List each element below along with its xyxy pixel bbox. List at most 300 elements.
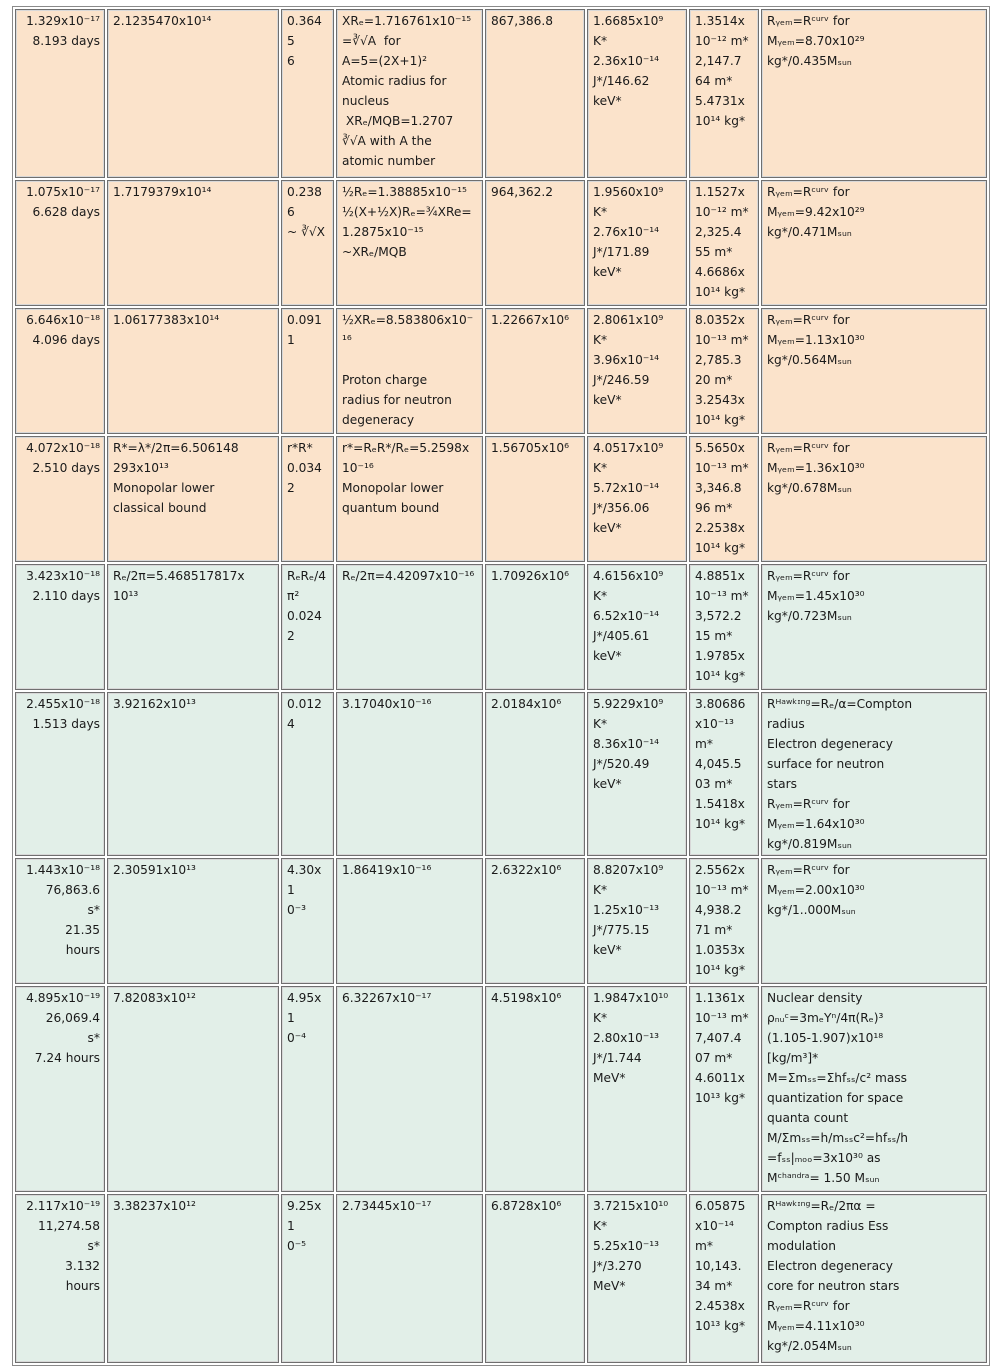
cell-text-line: Mᵧₑₘ=2.00x10³⁰ [767, 883, 865, 897]
table-cell [761, 858, 987, 984]
table-cell [336, 986, 483, 1192]
table-cell [761, 564, 987, 690]
cell-text-line: J*/405.61 [593, 629, 650, 643]
cell-text-line: Rᵧₑₘ=Rᶜᵘʳᵛ for [767, 569, 850, 583]
table-cell [587, 858, 687, 984]
cell-text-line: Mᵧₑₘ=1.64x10³⁰ [767, 817, 865, 831]
table-cell [689, 308, 759, 434]
table-cell [761, 692, 987, 856]
cell-text-line: 2.0184x10⁶ [491, 697, 562, 711]
cell-text-line: 96 m* [695, 501, 733, 515]
cell-text-line: K* [593, 717, 608, 731]
table-cell [587, 308, 687, 434]
cell-text-line: 10¹³ [113, 589, 139, 603]
cell-text-line: 1.1361x [695, 991, 745, 1005]
cell-text-line: 3.17040x10⁻¹⁶ [342, 697, 432, 711]
cell-text-line: K* [593, 461, 608, 475]
cell-text-line: M/Σmₛₛ=h/mₛₛc²=hfₛₛ/h [767, 1131, 909, 1145]
table-cell [689, 436, 759, 562]
cell-text-line: RₑRₑ/4 [287, 569, 326, 583]
cell-text-line: 8.0352x [695, 313, 745, 327]
cell-text-line: A=5=(2X+1)² [342, 54, 427, 68]
table-cell [485, 858, 585, 984]
table-row [15, 436, 987, 562]
cell-text-line: K* [593, 34, 608, 48]
cell-text-line: hours [65, 943, 100, 957]
cell-text-line: 10⁻¹³ m* [695, 883, 749, 897]
cell-text-line: Atomic radius for [342, 74, 447, 88]
cell-text-line: π² [287, 589, 300, 603]
cell-text-line: Electron degeneracy [767, 1259, 893, 1273]
cell-text-line: 10¹⁴ kg* [695, 669, 746, 683]
cell-text-line: 8.8207x10⁹ [593, 863, 664, 877]
table-cell [689, 692, 759, 856]
table-cell [587, 986, 687, 1192]
cell-text-line: s* [87, 1031, 100, 1045]
table-cell [761, 1194, 987, 1363]
table-cell [15, 436, 105, 562]
cell-text-line: kg*/0.435Mₛᵤₙ [767, 54, 852, 68]
table-cell [107, 1194, 279, 1363]
cell-text-line: 1.329x10⁻¹⁷ [26, 14, 100, 28]
cell-text-line: 20 m* [695, 373, 733, 387]
cell-text-line: M=Σmₛₛ=Σhfₛₛ/c² mass [767, 1071, 908, 1085]
cell-text-line: 10¹³ kg* [695, 1091, 746, 1105]
cell-text-line: 71 m* [695, 923, 733, 937]
cell-text-line: K* [593, 1011, 608, 1025]
cell-text-line: 1.70926x10⁶ [491, 569, 570, 583]
cell-text-line: 76,863.6 [45, 883, 100, 897]
cell-text-line: J*/356.06 [593, 501, 650, 515]
cell-text-line: 2.36x10⁻¹⁴ [593, 54, 660, 68]
table-cell [336, 436, 483, 562]
cell-text-line: 1.9560x10⁹ [593, 185, 664, 199]
cell-text-line: 3.423x10⁻¹⁸ [26, 569, 100, 583]
cell-text-line: 64 m* [695, 74, 733, 88]
cell-text-line: Rᴴᵃʷᵏᶦⁿᵍ=Rₑ/2πα = [767, 1199, 876, 1213]
cell-text-line: Mᵧₑₘ=1.36x10³⁰ [767, 461, 865, 475]
cell-text-line: 3.92162x10¹³ [113, 697, 196, 711]
table-row [15, 692, 987, 856]
cell-text-line: 26,069.4 [45, 1011, 100, 1025]
cell-text-line: Rᵧₑₘ=Rᶜᵘʳᵛ for [767, 313, 850, 327]
table-cell [485, 986, 585, 1192]
cell-text-line: 2.510 days [32, 461, 100, 475]
cell-text-line: 10⁻¹² m* [695, 34, 749, 48]
cell-text-line: 7,407.4 [695, 1031, 742, 1045]
cell-text-line: 0⁻³ [287, 903, 307, 917]
table-cell [485, 308, 585, 434]
table-cell [15, 180, 105, 306]
cell-text-line: 2,325.4 [695, 225, 742, 239]
cell-text-line: 2.8061x10⁹ [593, 313, 664, 327]
table-cell [15, 564, 105, 690]
cell-text-line: kg*/0.819Mₛᵤₙ [767, 837, 852, 851]
cell-text-line: 11,274.58 [37, 1219, 100, 1233]
cell-text-line: Mᵧₑₘ=9.42x10²⁹ [767, 205, 865, 219]
cell-text-line: Rᵧₑₘ=Rᶜᵘʳᵛ for [767, 14, 850, 28]
cell-text-line: Rᵧₑₘ=Rᶜᵘʳᵛ for [767, 1299, 850, 1313]
cell-text-line: ½(X+½X)Rₑ=¾XRe= [342, 205, 472, 219]
cell-text-line: 6.628 days [32, 205, 100, 219]
cell-text-line: [kg/m³]* [767, 1051, 819, 1065]
cell-text-line: K* [593, 1219, 608, 1233]
table-cell [485, 180, 585, 306]
cell-text-line: K* [593, 883, 608, 897]
cell-text-line: ∛√A with A the [342, 134, 432, 148]
cell-text-line: 1.1527x [695, 185, 745, 199]
table-cell [336, 692, 483, 856]
cell-text-line: 0.2386 [287, 185, 322, 219]
table-cell [485, 692, 585, 856]
cell-text-line: K* [593, 205, 608, 219]
cell-text-line: 10¹³ kg* [695, 1319, 746, 1333]
cell-text-line: ~XRₑ/MQB [342, 245, 407, 259]
cell-text-line: 6.8728x10⁶ [491, 1199, 562, 1213]
cell-text-line: kg*/1..000Mₛᵤₙ [767, 903, 856, 917]
cell-text-line: (1.105-1.907)x10¹⁸ [767, 1031, 884, 1045]
cell-text-line: 3.132 [65, 1259, 100, 1273]
table-row [15, 1194, 987, 1363]
table-cell [281, 9, 334, 178]
cell-text-line: 4.30x1 [287, 863, 322, 897]
cell-text-line: Compton radius Ess [767, 1219, 889, 1233]
cell-text-line: quantum bound [342, 501, 440, 515]
table-cell [336, 1194, 483, 1363]
cell-text-line: 5.9229x10⁹ [593, 697, 664, 711]
cell-text-line: Rᵧₑₘ=Rᶜᵘʳᵛ for [767, 185, 850, 199]
table-cell [281, 436, 334, 562]
table-cell [689, 1194, 759, 1363]
cell-text-line: 1.075x10⁻¹⁷ [26, 185, 100, 199]
cell-text-line: J*/775.15 [593, 923, 650, 937]
cell-text-line: radius [767, 717, 805, 731]
table-cell [689, 564, 759, 690]
cell-text-line: Rᴴᵃʷᵏᶦⁿᵍ=Rₑ/α=Compton [767, 697, 913, 711]
table-cell [587, 9, 687, 178]
cell-text-line: 0.3645 [287, 14, 322, 48]
table-cell [689, 9, 759, 178]
cell-text-line: radius for neutron [342, 393, 452, 407]
table-body [15, 9, 987, 1363]
cell-text-line: XRₑ/MQB=1.2707 [342, 114, 454, 128]
cell-text-line: 5.4731x [695, 94, 745, 108]
cell-text-line: 1.3514x [695, 14, 745, 28]
table-cell [107, 180, 279, 306]
table-cell [281, 692, 334, 856]
cell-text-line: 1.22667x10⁶ [491, 313, 570, 327]
cell-text-line: XRₑ=1.716761x10⁻¹⁵ [342, 14, 472, 28]
cell-text-line: 1.9785x [695, 649, 745, 663]
cell-text-line: 1.0353x [695, 943, 745, 957]
cell-text-line: 4.6011x [695, 1071, 745, 1085]
cell-text-line: 5.5650x [695, 441, 745, 455]
cell-text-line: modulation [767, 1239, 836, 1253]
cell-text-line: r*R* [287, 441, 313, 455]
cell-text-line: keV* [593, 649, 622, 663]
cell-text-line: 2.80x10⁻¹³ [593, 1031, 660, 1045]
cell-text-line: J*/171.89 [593, 245, 650, 259]
cell-text-line: 4.895x10⁻¹⁹ [26, 991, 100, 1005]
cell-text-line: 0⁻⁴ [287, 1031, 307, 1045]
table-cell [107, 436, 279, 562]
table-cell [336, 180, 483, 306]
cell-text-line: K* [593, 589, 608, 603]
table-cell [587, 564, 687, 690]
cell-text-line: 10¹⁴ kg* [695, 817, 746, 831]
cell-text-line: 4,938.2 [695, 903, 742, 917]
cell-text-line: 3,346.8 [695, 481, 742, 495]
cell-text-line: 4.6156x10⁹ [593, 569, 664, 583]
cell-text-line: kg*/2.054Mₛᵤₙ [767, 1339, 852, 1353]
cell-text-line: 1.5418x [695, 797, 745, 811]
cell-text-line: =∛√A for [342, 34, 401, 48]
cell-text-line: ½XRₑ=8.583806x10⁻¹⁶ [342, 313, 474, 347]
cell-text-line: Mᶜʰᵃⁿᵈʳᵃ= 1.50 Mₛᵤₙ [767, 1171, 880, 1185]
cell-text-line: m* [695, 1239, 713, 1253]
table-row [15, 308, 987, 434]
cell-text-line: 10¹⁴ kg* [695, 285, 746, 299]
cell-text-line: degeneracy [342, 413, 415, 427]
cell-text-line: x10⁻¹⁴ [695, 1219, 734, 1233]
cell-text-line: keV* [593, 943, 622, 957]
cell-text-line: keV* [593, 393, 622, 407]
cell-text-line: Mᵧₑₘ=1.45x10³⁰ [767, 589, 865, 603]
cell-text-line: 4.6686x [695, 265, 745, 279]
cell-text-line: 1.56705x10⁶ [491, 441, 570, 455]
cell-text-line: 1.25x10⁻¹³ [593, 903, 660, 917]
cell-text-line: 10⁻¹⁶ [342, 461, 374, 475]
table-cell [689, 180, 759, 306]
cell-text-line: R*=λ*/2π=6.506148 [113, 441, 239, 455]
table-cell [15, 1194, 105, 1363]
table-row [15, 180, 987, 306]
cell-text-line: Nuclear density [767, 991, 863, 1005]
cell-text-line: 1.06177383x10¹⁴ [113, 313, 220, 327]
cell-text-line: 10⁻¹³ m* [695, 589, 749, 603]
cell-text-line: 6.32267x10⁻¹⁷ [342, 991, 432, 1005]
cell-text-line: 3,572.2 [695, 609, 742, 623]
cell-text-line: 10⁻¹³ m* [695, 461, 749, 475]
cell-text-line: s* [87, 1239, 100, 1253]
cell-text-line: 3.2543x [695, 393, 745, 407]
cell-text-line: 03 m* [695, 777, 733, 791]
cell-text-line: kg*/0.471Mₛᵤₙ [767, 225, 852, 239]
table-cell [281, 986, 334, 1192]
cell-text-line: 4.072x10⁻¹⁸ [26, 441, 100, 455]
cell-text-line: J*/520.49 [593, 757, 650, 771]
cell-text-line: 5.72x10⁻¹⁴ [593, 481, 660, 495]
table-cell [281, 1194, 334, 1363]
cell-text-line: 8.36x10⁻¹⁴ [593, 737, 660, 751]
cell-text-line: K* [593, 333, 608, 347]
cell-text-line: keV* [593, 521, 622, 535]
table-cell [281, 308, 334, 434]
table-row [15, 986, 987, 1192]
table-cell [689, 858, 759, 984]
cell-text-line: MeV* [593, 1279, 626, 1293]
table-cell [107, 9, 279, 178]
cell-text-line: J*/146.62 [593, 74, 650, 88]
cell-text-line: Monopolar lower [342, 481, 444, 495]
cell-text-line: 2.455x10⁻¹⁸ [26, 697, 100, 711]
cell-text-line: keV* [593, 94, 622, 108]
cell-text-line: nucleus [342, 94, 390, 108]
cell-text-line: 34 m* [695, 1279, 733, 1293]
table-cell [485, 436, 585, 562]
table-cell [281, 564, 334, 690]
cell-text-line: 2.30591x10¹³ [113, 863, 196, 877]
cell-text-line: 3.96x10⁻¹⁴ [593, 353, 660, 367]
table-cell [107, 308, 279, 434]
table-cell [761, 308, 987, 434]
table-cell [336, 9, 483, 178]
cell-text-line: 7.24 hours [34, 1051, 100, 1065]
cell-text-line: 0.0124 [287, 697, 322, 731]
cell-text-line: J*/3.270 [593, 1259, 642, 1273]
cell-text-line: 3.7215x10¹⁰ [593, 1199, 669, 1213]
table-cell [15, 858, 105, 984]
cell-text-line: Monopolar lower [113, 481, 215, 495]
cell-text-line: s* [87, 903, 100, 917]
cell-text-line: 0.0242 [287, 609, 322, 643]
cell-text-line: ½Rₑ=1.38885x10⁻¹⁵ [342, 185, 467, 199]
cell-text-line: 0.0911 [287, 313, 322, 347]
cell-text-line: Mᵧₑₘ=1.13x10³⁰ [767, 333, 865, 347]
cell-text-line: classical bound [113, 501, 207, 515]
cell-text-line: 1.9847x10¹⁰ [593, 991, 669, 1005]
cell-text-line: 10,143. [695, 1259, 742, 1273]
table-cell [15, 308, 105, 434]
cell-text-line: 2.1235470x10¹⁴ [113, 14, 212, 28]
cell-text-line: 10¹⁴ kg* [695, 541, 746, 555]
table-cell [107, 986, 279, 1192]
cell-text-line: r*=RₑR*/Rₑ=5.2598x [342, 441, 470, 455]
table-cell [485, 564, 585, 690]
data-table [12, 6, 990, 1366]
cell-text-line: =fₛₛ|ₘₒₒ=3x10³⁰ as [767, 1151, 881, 1165]
cell-text-line: Electron degeneracy [767, 737, 893, 751]
cell-text-line: 5.25x10⁻¹³ [593, 1239, 660, 1253]
cell-text-line: 293x10¹³ [113, 461, 169, 475]
cell-text-line: 15 m* [695, 629, 733, 643]
table-cell [107, 564, 279, 690]
cell-text-line: 2,147.7 [695, 54, 742, 68]
cell-text-line: ~ ∛√X [287, 225, 325, 239]
cell-text-line: 2.4538x [695, 1299, 745, 1313]
cell-text-line: 4.096 days [32, 333, 100, 347]
table-cell [761, 436, 987, 562]
table-cell [761, 986, 987, 1192]
table-row [15, 858, 987, 984]
cell-text-line: m* [695, 737, 713, 751]
cell-text-line: 1.443x10⁻¹⁸ [26, 863, 100, 877]
cell-text-line: 6.05875 [695, 1199, 746, 1213]
table-row [15, 564, 987, 690]
cell-text-line: keV* [593, 265, 622, 279]
table-cell [107, 692, 279, 856]
cell-text-line: 1.513 days [32, 717, 100, 731]
cell-text-line: 10⁻¹³ m* [695, 1011, 749, 1025]
cell-text-line: 1.7179379x10¹⁴ [113, 185, 212, 199]
table-cell [281, 180, 334, 306]
cell-text-line: 1.6685x10⁹ [593, 14, 664, 28]
cell-text-line: surface for neutron [767, 757, 885, 771]
table-cell [15, 9, 105, 178]
table-cell [15, 986, 105, 1192]
cell-text-line: 07 m* [695, 1051, 733, 1065]
cell-text-line: stars [767, 777, 797, 791]
cell-text-line: 6.52x10⁻¹⁴ [593, 609, 660, 623]
table-cell [485, 1194, 585, 1363]
cell-text-line: 10⁻¹³ m* [695, 333, 749, 347]
cell-text-line: 10¹⁴ kg* [695, 963, 746, 977]
cell-text-line: Rᵧₑₘ=Rᶜᵘʳᵛ for [767, 441, 850, 455]
cell-text-line: quantization for space [767, 1091, 904, 1105]
table-cell [107, 858, 279, 984]
cell-text-line: atomic number [342, 154, 436, 168]
cell-text-line: 55 m* [695, 245, 733, 259]
cell-text-line: kg*/0.678Mₛᵤₙ [767, 481, 852, 495]
cell-text-line: MeV* [593, 1071, 626, 1085]
cell-text-line: 2.117x10⁻¹⁹ [26, 1199, 100, 1213]
table-cell [15, 692, 105, 856]
cell-text-line: 10⁻¹² m* [695, 205, 749, 219]
cell-text-line: 21.35 [65, 923, 100, 937]
cell-text-line: 964,362.2 [491, 185, 554, 199]
cell-text-line: 3.38237x10¹² [113, 1199, 196, 1213]
table-cell [587, 436, 687, 562]
cell-text-line: kg*/0.723Mₛᵤₙ [767, 609, 852, 623]
table-cell [587, 180, 687, 306]
table-cell [587, 692, 687, 856]
cell-text-line: keV* [593, 777, 622, 791]
table-cell [761, 180, 987, 306]
cell-text-line: 867,386.8 [491, 14, 554, 28]
cell-text-line: 6.646x10⁻¹⁸ [26, 313, 100, 327]
cell-text-line: kg*/0.564Mₛᵤₙ [767, 353, 852, 367]
table-cell [761, 9, 987, 178]
cell-text-line: 4,045.5 [695, 757, 742, 771]
cell-text-line: 6 [287, 54, 295, 68]
cell-text-line: 2.110 days [32, 589, 100, 603]
cell-text-line: 10¹⁴ kg* [695, 114, 746, 128]
table-cell [281, 858, 334, 984]
cell-text-line: 4.5198x10⁶ [491, 991, 562, 1005]
cell-text-line: Mᵧₑₘ=8.70x10²⁹ [767, 34, 865, 48]
cell-text-line: x10⁻¹³ [695, 717, 734, 731]
cell-text-line: Rᵧₑₘ=Rᶜᵘʳᵛ for [767, 797, 850, 811]
cell-text-line: core for neutron stars [767, 1279, 900, 1293]
table-cell [689, 986, 759, 1192]
cell-text-line [342, 350, 478, 370]
cell-text-line: 4.8851x [695, 569, 745, 583]
cell-text-line: 2.76x10⁻¹⁴ [593, 225, 660, 239]
cell-text-line: Mᵧₑₘ=4.11x10³⁰ [767, 1319, 865, 1333]
cell-text-line: 7.82083x10¹² [113, 991, 196, 1005]
table-cell [587, 1194, 687, 1363]
cell-text-line: ρₙᵤᶜ=3mₑYⁿ/4π(Rₑ)³ [767, 1011, 884, 1025]
cell-text-line: J*/246.59 [593, 373, 650, 387]
cell-text-line: 2.6322x10⁶ [491, 863, 562, 877]
table-cell [336, 564, 483, 690]
table-cell [485, 9, 585, 178]
cell-text-line: 2,785.3 [695, 353, 742, 367]
cell-text-line: hours [65, 1279, 100, 1293]
cell-text-line: Rᵧₑₘ=Rᶜᵘʳᵛ for [767, 863, 850, 877]
document-page [12, 6, 988, 1366]
cell-text-line: 0.0342 [287, 461, 322, 495]
